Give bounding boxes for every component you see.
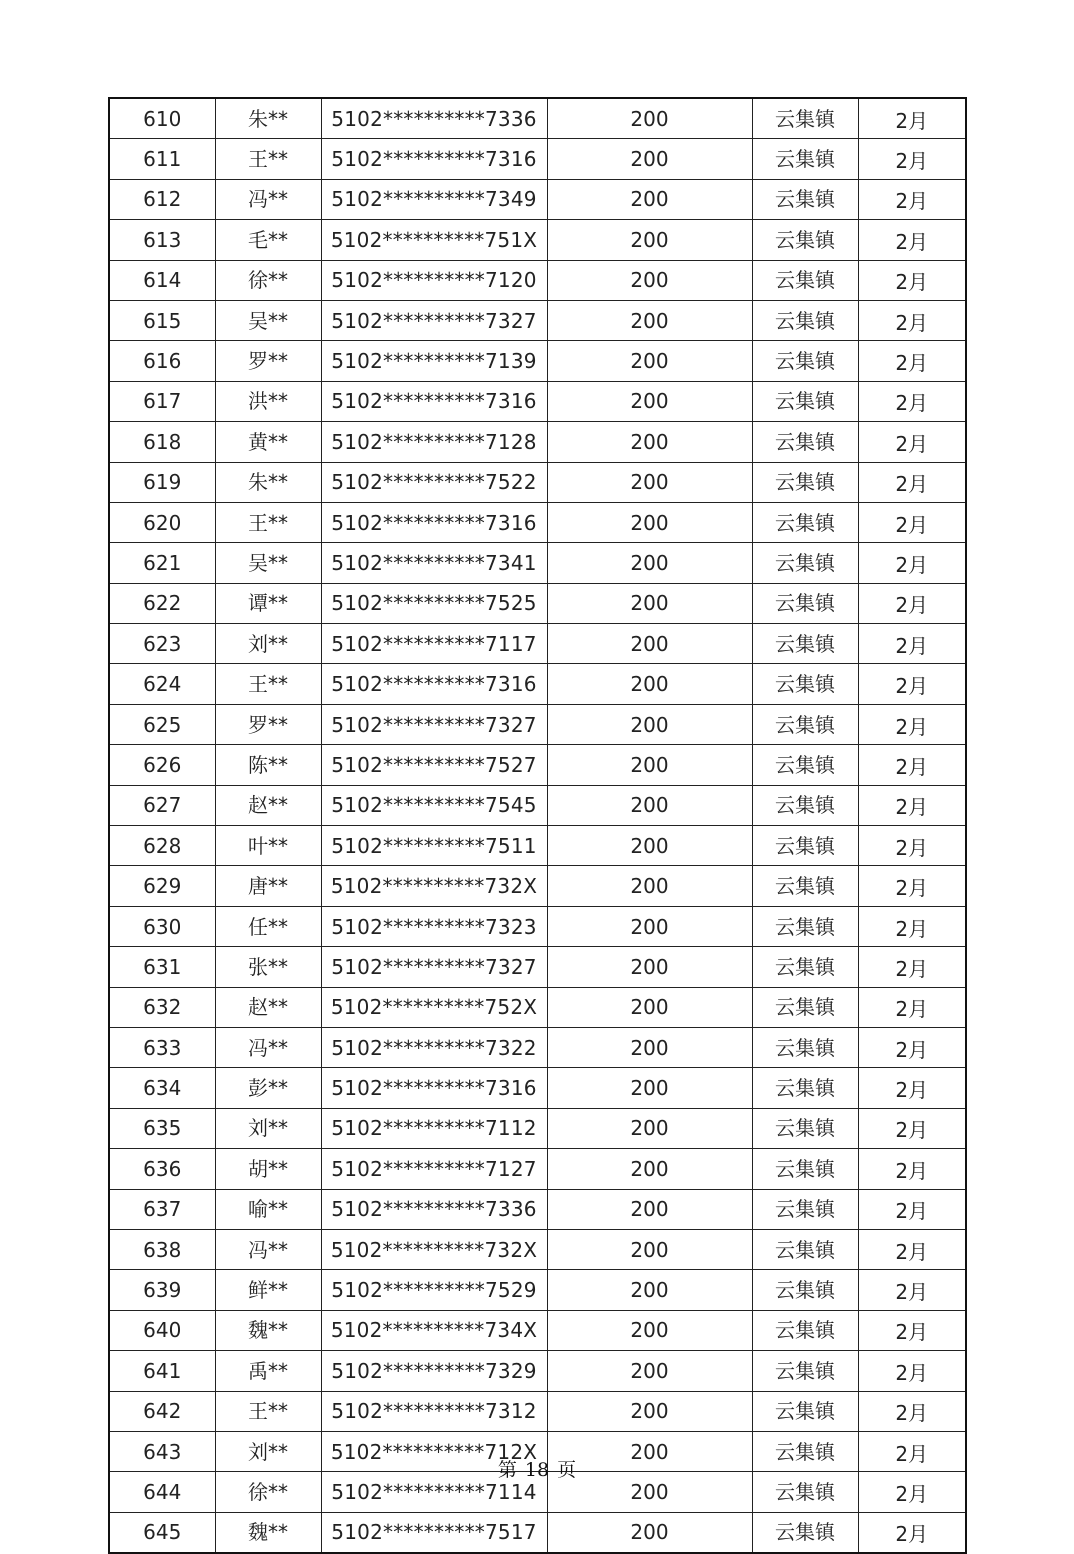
cell-month: 2月 [858,260,966,300]
cell-town: 云集镇 [752,502,858,542]
cell-amount: 200 [547,583,752,623]
cell-serial-number: 623 [109,624,215,664]
cell-town: 云集镇 [752,1512,858,1553]
table-row [109,624,966,664]
table-row [109,1229,966,1269]
cell-id-number: 5102**********7329 [321,1351,547,1391]
cell-amount: 200 [547,624,752,664]
cell-id-number: 5102**********7117 [321,624,547,664]
table-row [109,260,966,300]
cell-name: 任** [215,906,321,946]
footer-page-number: 18 [524,1459,550,1481]
cell-id-number: 5102**********7127 [321,1149,547,1189]
cell-amount: 200 [547,947,752,987]
cell-serial-number: 645 [109,1512,215,1553]
cell-id-number: 5102**********7349 [321,179,547,219]
cell-town: 云集镇 [752,260,858,300]
table-row [109,704,966,744]
cell-town: 云集镇 [752,947,858,987]
table-row [109,1068,966,1108]
cell-amount: 200 [547,1229,752,1269]
cell-town: 云集镇 [752,422,858,462]
cell-id-number: 5102**********7316 [321,381,547,421]
cell-id-number: 5102**********7336 [321,1189,547,1229]
cell-amount: 200 [547,1472,752,1512]
table-row [109,381,966,421]
cell-id-number: 5102**********7128 [321,422,547,462]
cell-town: 云集镇 [752,1189,858,1229]
cell-serial-number: 631 [109,947,215,987]
cell-name: 禹** [215,1351,321,1391]
cell-month: 2月 [858,1310,966,1350]
cell-serial-number: 618 [109,422,215,462]
cell-month: 2月 [858,745,966,785]
cell-town: 云集镇 [752,1108,858,1148]
cell-town: 云集镇 [752,583,858,623]
table-row [109,341,966,381]
cell-month: 2月 [858,704,966,744]
table-row [109,947,966,987]
cell-name: 彭** [215,1068,321,1108]
cell-amount: 200 [547,98,752,139]
cell-month: 2月 [858,664,966,704]
cell-town: 云集镇 [752,785,858,825]
table-row [109,1512,966,1553]
cell-serial-number: 610 [109,98,215,139]
cell-month: 2月 [858,1189,966,1229]
table-row [109,179,966,219]
cell-town: 云集镇 [752,624,858,664]
cell-name: 魏** [215,1310,321,1350]
cell-amount: 200 [547,987,752,1027]
cell-name: 朱** [215,462,321,502]
cell-serial-number: 627 [109,785,215,825]
cell-amount: 200 [547,745,752,785]
cell-serial-number: 615 [109,300,215,340]
cell-amount: 200 [547,260,752,300]
cell-town: 云集镇 [752,220,858,260]
cell-serial-number: 632 [109,987,215,1027]
cell-amount: 200 [547,704,752,744]
cell-serial-number: 633 [109,1027,215,1067]
cell-id-number: 5102**********7522 [321,462,547,502]
table-row [109,987,966,1027]
cell-town: 云集镇 [752,179,858,219]
table-row [109,1391,966,1431]
table-row [109,1270,966,1310]
cell-name: 喻** [215,1189,321,1229]
cell-serial-number: 622 [109,583,215,623]
cell-id-number: 5102**********7323 [321,906,547,946]
cell-amount: 200 [547,220,752,260]
cell-amount: 200 [547,341,752,381]
cell-month: 2月 [858,502,966,542]
cell-town: 云集镇 [752,866,858,906]
cell-amount: 200 [547,1351,752,1391]
cell-town: 云集镇 [752,1472,858,1512]
cell-id-number: 5102**********7341 [321,543,547,583]
cell-town: 云集镇 [752,1351,858,1391]
cell-id-number: 5102**********751X [321,220,547,260]
footer-prefix: 第 [497,1459,517,1481]
cell-serial-number: 642 [109,1391,215,1431]
table-row [109,462,966,502]
cell-town: 云集镇 [752,98,858,139]
cell-amount: 200 [547,543,752,583]
cell-month: 2月 [858,462,966,502]
cell-month: 2月 [858,1270,966,1310]
cell-id-number: 5102**********7529 [321,1270,547,1310]
cell-serial-number: 626 [109,745,215,785]
cell-town: 云集镇 [752,1310,858,1350]
cell-name: 毛** [215,220,321,260]
cell-amount: 200 [547,300,752,340]
cell-amount: 200 [547,1512,752,1553]
cell-amount: 200 [547,381,752,421]
cell-id-number: 5102**********7527 [321,745,547,785]
cell-town: 云集镇 [752,1229,858,1269]
cell-serial-number: 624 [109,664,215,704]
cell-month: 2月 [858,381,966,421]
roster-table-body [109,98,966,1553]
cell-town: 云集镇 [752,1431,858,1471]
cell-name: 刘** [215,1108,321,1148]
cell-id-number: 5102**********7316 [321,139,547,179]
cell-month: 2月 [858,1391,966,1431]
table-row [109,906,966,946]
cell-name: 罗** [215,704,321,744]
cell-amount: 200 [547,139,752,179]
cell-serial-number: 611 [109,139,215,179]
cell-name: 洪** [215,381,321,421]
cell-name: 魏** [215,1512,321,1553]
cell-name: 徐** [215,1472,321,1512]
cell-month: 2月 [858,1149,966,1189]
table-row [109,1189,966,1229]
cell-town: 云集镇 [752,664,858,704]
cell-serial-number: 625 [109,704,215,744]
cell-name: 朱** [215,98,321,139]
table-row [109,1027,966,1067]
cell-amount: 200 [547,422,752,462]
cell-name: 叶** [215,826,321,866]
cell-amount: 200 [547,1068,752,1108]
cell-serial-number: 630 [109,906,215,946]
cell-month: 2月 [858,583,966,623]
cell-serial-number: 644 [109,1472,215,1512]
cell-month: 2月 [858,543,966,583]
cell-id-number: 5102**********7525 [321,583,547,623]
cell-town: 云集镇 [752,1068,858,1108]
cell-month: 2月 [858,300,966,340]
cell-month: 2月 [858,1229,966,1269]
cell-month: 2月 [858,179,966,219]
cell-id-number: 5102**********7316 [321,1068,547,1108]
cell-id-number: 5102**********712X [321,1431,547,1471]
cell-id-number: 5102**********732X [321,866,547,906]
cell-amount: 200 [547,1391,752,1431]
cell-month: 2月 [858,785,966,825]
cell-serial-number: 636 [109,1149,215,1189]
cell-name: 胡** [215,1149,321,1189]
cell-town: 云集镇 [752,300,858,340]
cell-name: 刘** [215,624,321,664]
cell-name: 王** [215,139,321,179]
cell-name: 鲜** [215,1270,321,1310]
cell-serial-number: 634 [109,1068,215,1108]
cell-month: 2月 [858,341,966,381]
cell-id-number: 5102**********7327 [321,300,547,340]
cell-serial-number: 629 [109,866,215,906]
cell-month: 2月 [858,1027,966,1067]
cell-amount: 200 [547,502,752,542]
cell-name: 谭** [215,583,321,623]
cell-id-number: 5102**********732X [321,1229,547,1269]
cell-id-number: 5102**********7114 [321,1472,547,1512]
cell-serial-number: 620 [109,502,215,542]
cell-id-number: 5102**********7139 [321,341,547,381]
cell-id-number: 5102**********734X [321,1310,547,1350]
cell-id-number: 5102**********7336 [321,98,547,139]
roster-table [108,97,967,1554]
cell-id-number: 5102**********7322 [321,1027,547,1067]
cell-month: 2月 [858,826,966,866]
cell-town: 云集镇 [752,826,858,866]
cell-amount: 200 [547,1108,752,1148]
cell-serial-number: 643 [109,1431,215,1471]
cell-name: 陈** [215,745,321,785]
cell-id-number: 5102**********7120 [321,260,547,300]
cell-serial-number: 612 [109,179,215,219]
table-row [109,543,966,583]
cell-serial-number: 641 [109,1351,215,1391]
cell-serial-number: 637 [109,1189,215,1229]
cell-town: 云集镇 [752,381,858,421]
cell-name: 冯** [215,1027,321,1067]
table-row [109,139,966,179]
cell-amount: 200 [547,1027,752,1067]
cell-month: 2月 [858,1351,966,1391]
table-row [109,220,966,260]
cell-month: 2月 [858,220,966,260]
page-footer [0,1455,1074,1482]
cell-amount: 200 [547,179,752,219]
cell-serial-number: 639 [109,1270,215,1310]
cell-month: 2月 [858,1108,966,1148]
cell-town: 云集镇 [752,704,858,744]
cell-amount: 200 [547,866,752,906]
cell-name: 黄** [215,422,321,462]
cell-name: 王** [215,502,321,542]
cell-name: 刘** [215,1431,321,1471]
cell-name: 吴** [215,300,321,340]
table-row [109,826,966,866]
cell-serial-number: 621 [109,543,215,583]
table-row [109,1310,966,1350]
cell-amount: 200 [547,1149,752,1189]
cell-serial-number: 619 [109,462,215,502]
cell-town: 云集镇 [752,543,858,583]
cell-amount: 200 [547,1270,752,1310]
table-row [109,583,966,623]
cell-amount: 200 [547,1431,752,1471]
cell-amount: 200 [547,906,752,946]
table-row [109,502,966,542]
cell-town: 云集镇 [752,1270,858,1310]
cell-town: 云集镇 [752,462,858,502]
cell-town: 云集镇 [752,1391,858,1431]
cell-month: 2月 [858,624,966,664]
table-row [109,1149,966,1189]
table-row [109,98,966,139]
cell-town: 云集镇 [752,1027,858,1067]
cell-serial-number: 613 [109,220,215,260]
cell-name: 王** [215,1391,321,1431]
cell-name: 王** [215,664,321,704]
cell-month: 2月 [858,947,966,987]
cell-town: 云集镇 [752,906,858,946]
cell-month: 2月 [858,866,966,906]
cell-id-number: 5102**********7316 [321,664,547,704]
cell-name: 赵** [215,987,321,1027]
cell-town: 云集镇 [752,745,858,785]
cell-town: 云集镇 [752,987,858,1027]
cell-amount: 200 [547,826,752,866]
cell-id-number: 5102**********7517 [321,1512,547,1553]
cell-month: 2月 [858,1068,966,1108]
cell-id-number: 5102**********7327 [321,704,547,744]
table-row [109,422,966,462]
cell-name: 徐** [215,260,321,300]
cell-serial-number: 617 [109,381,215,421]
cell-serial-number: 638 [109,1229,215,1269]
cell-month: 2月 [858,98,966,139]
cell-name: 唐** [215,866,321,906]
cell-month: 2月 [858,422,966,462]
cell-month: 2月 [858,987,966,1027]
cell-serial-number: 614 [109,260,215,300]
cell-id-number: 5102**********7511 [321,826,547,866]
cell-serial-number: 628 [109,826,215,866]
cell-name: 罗** [215,341,321,381]
cell-month: 2月 [858,139,966,179]
cell-month: 2月 [858,906,966,946]
cell-amount: 200 [547,664,752,704]
cell-name: 吴** [215,543,321,583]
cell-month: 2月 [858,1431,966,1471]
cell-serial-number: 616 [109,341,215,381]
cell-month: 2月 [858,1512,966,1553]
cell-serial-number: 640 [109,1310,215,1350]
cell-id-number: 5102**********7316 [321,502,547,542]
cell-name: 冯** [215,1229,321,1269]
cell-name: 冯** [215,179,321,219]
table-row [109,1108,966,1148]
table-row [109,664,966,704]
cell-id-number: 5102**********7545 [321,785,547,825]
cell-id-number: 5102**********7112 [321,1108,547,1148]
cell-amount: 200 [547,1310,752,1350]
cell-name: 张** [215,947,321,987]
table-row [109,745,966,785]
table-row [109,300,966,340]
cell-amount: 200 [547,785,752,825]
cell-month: 2月 [858,1472,966,1512]
cell-serial-number: 635 [109,1108,215,1148]
cell-amount: 200 [547,462,752,502]
table-row [109,785,966,825]
cell-town: 云集镇 [752,1149,858,1189]
cell-id-number: 5102**********7327 [321,947,547,987]
cell-town: 云集镇 [752,139,858,179]
footer-suffix: 页 [557,1459,577,1481]
cell-name: 赵** [215,785,321,825]
cell-town: 云集镇 [752,341,858,381]
cell-id-number: 5102**********752X [321,987,547,1027]
cell-amount: 200 [547,1189,752,1229]
cell-id-number: 5102**********7312 [321,1391,547,1431]
table-row [109,1351,966,1391]
table-row [109,866,966,906]
